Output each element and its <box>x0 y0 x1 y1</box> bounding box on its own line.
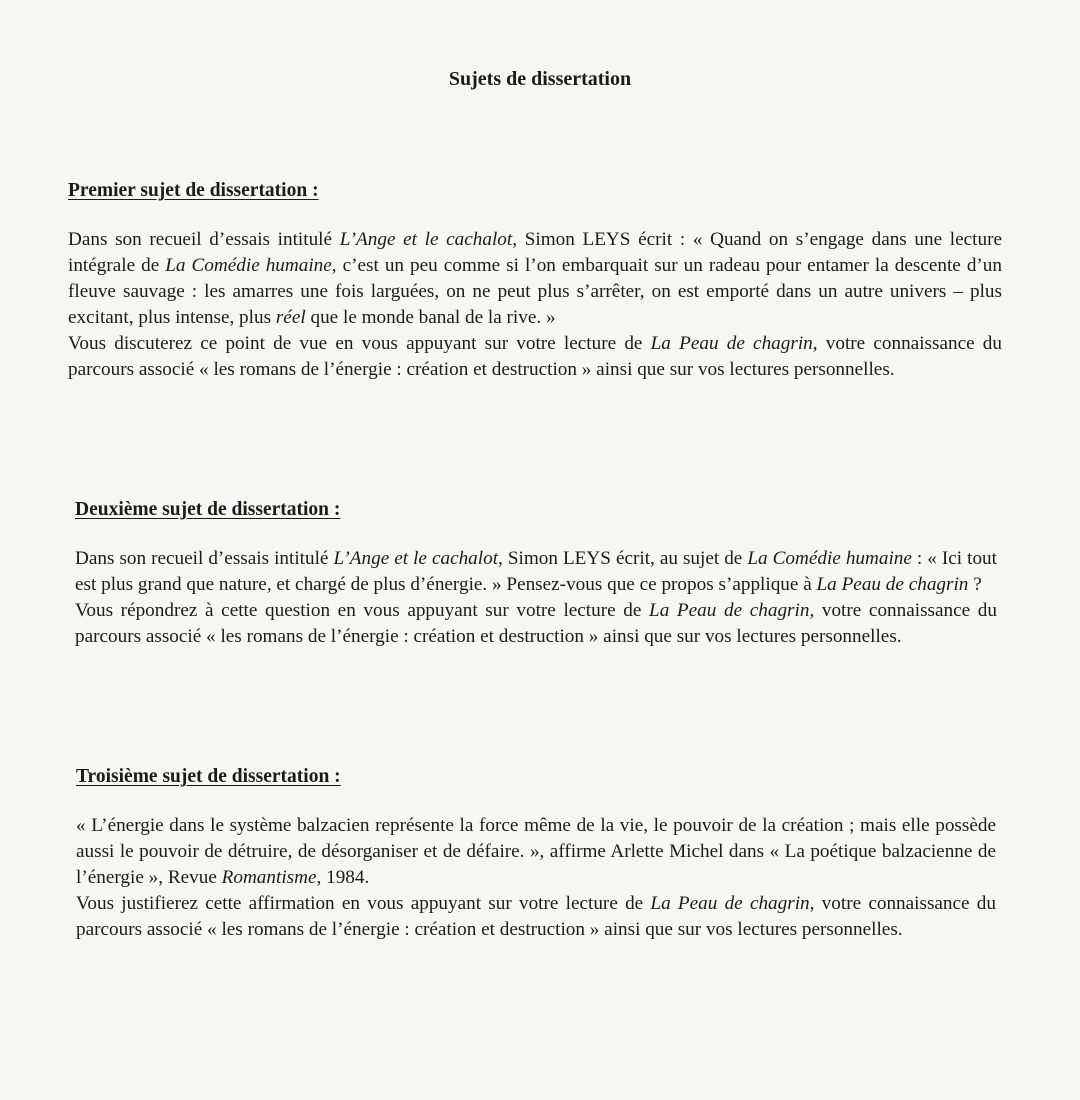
text-segment: , votre connaissance du parcours associé « les romans de l’énergie : création et destruction » ainsi que sur vos lectures personnelles. <box>75 600 997 647</box>
text-segment: ? <box>968 574 982 595</box>
section-heading: Premier sujet de dissertation : <box>68 180 319 201</box>
subject-section-2 <box>75 499 997 650</box>
text-segment: , votre connaissance du parcours associé « les romans de l’énergie : création et destruction » ainsi que sur vos lectures personnelles. <box>76 893 996 940</box>
paragraph <box>76 891 996 943</box>
italic-title-text: La Peau de chagrin <box>650 333 813 354</box>
text-segment: , Simon LEYS écrit, au sujet de <box>498 548 748 569</box>
italic-title-text: La Comédie humaine <box>165 255 332 276</box>
section-heading: Troisième sujet de dissertation : <box>76 766 341 787</box>
italic-title-text: La Peau de chagrin <box>649 600 810 621</box>
italic-title-text: L’Ange et le cachalot <box>333 548 499 569</box>
subject-section-3 <box>76 766 996 943</box>
italic-title-text: La Peau de chagrin <box>650 893 810 914</box>
section-heading: Deuxième sujet de dissertation : <box>75 499 341 520</box>
italic-title-text: réel <box>275 307 306 328</box>
text-segment: : « Ici tout est plus grand que nature, et chargé de plus d’énergie. » Pensez-vous que ce propos s’applique à <box>75 548 997 595</box>
text-segment: , Simon LEYS écrit : « Quand on s’engage dans une lecture intégrale de <box>68 229 1002 276</box>
italic-title-text: La Peau de chagrin <box>816 574 969 595</box>
text-segment: que le monde banal de la rive. » <box>305 307 556 328</box>
text-segment: Vous répondrez à cette question en vous appuyant sur votre lecture de <box>75 600 650 621</box>
text-segment: Vous justifierez cette affirmation en vous appuyant sur votre lecture de <box>76 893 651 914</box>
text-segment: Dans son recueil d’essais intitulé <box>68 229 340 250</box>
italic-title-text: L’Ange et le cachalot <box>339 229 513 250</box>
text-segment: , c’est un peu comme si l’on embarquait sur un radeau pour entamer la descente d’un fleuve sauvage : les amarres une fois larguées, on ne peut plus s’arrêter, on est emporté dans un autre univers – plus excitant, plus intense, plus <box>68 255 1002 328</box>
text-segment: Vous discuterez ce point de vue en vous appuyant sur votre lecture de <box>68 333 651 354</box>
paragraph <box>76 813 996 891</box>
text-segment: Dans son recueil d’essais intitulé <box>75 548 334 569</box>
text-segment: « L’énergie dans le système balzacien représente la force même de la vie, le pouvoir de la création ; mais elle possède aussi le pouvoir de détruire, de désorganiser et de défaire. », affirme Arlette Michel dans « La poétique balzacienne de l’énergie », Revue <box>76 815 996 888</box>
paragraph <box>68 227 1002 331</box>
subject-section-1 <box>68 180 1002 383</box>
paragraph <box>75 546 997 598</box>
page-title: Sujets de dissertation <box>448 68 632 90</box>
italic-title-text: Romantisme <box>221 867 317 888</box>
italic-title-text: La Comédie humaine <box>747 548 912 569</box>
text-segment: , 1984. <box>316 867 370 888</box>
paragraph <box>75 598 997 650</box>
text-segment: , votre connaissance du parcours associé « les romans de l’énergie : création et destruction » ainsi que sur vos lectures personnelles. <box>68 333 1002 380</box>
paragraph <box>68 331 1002 383</box>
